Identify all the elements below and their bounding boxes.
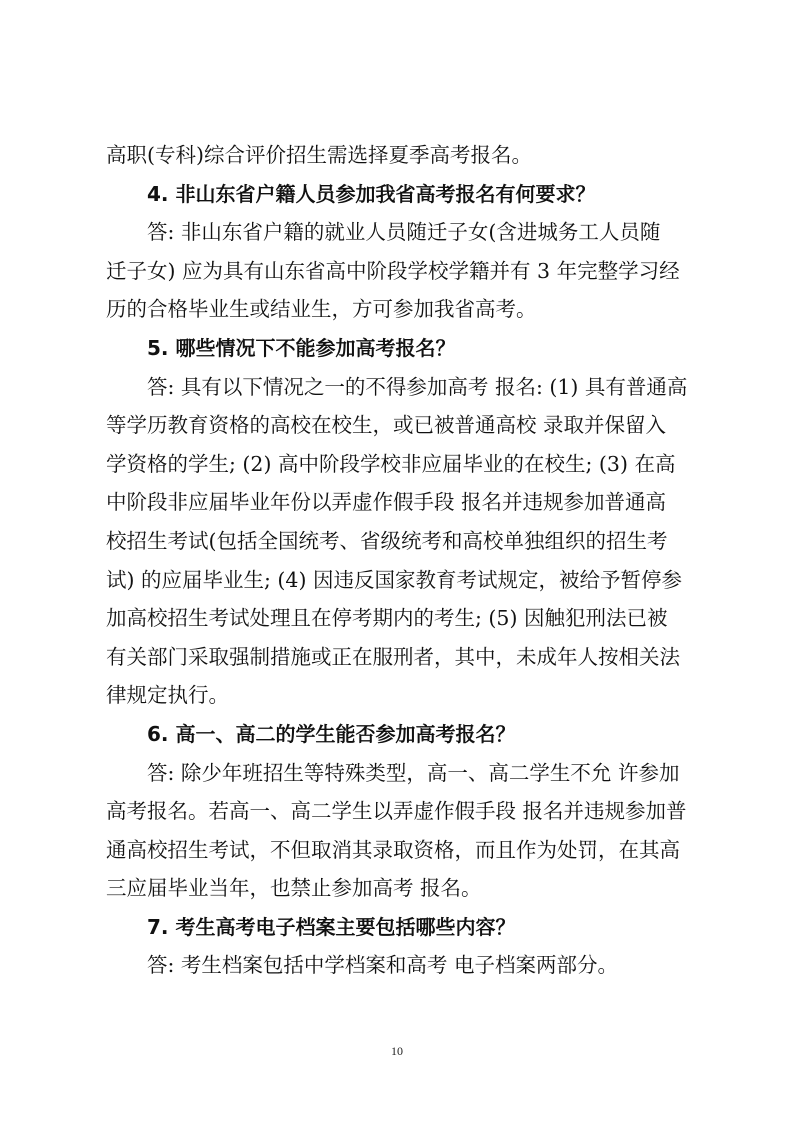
answer-line: 历的合格毕业生或结业生，方可参加我省高考。	[106, 297, 537, 322]
answer-line: 答: 具有以下情况之一的不得参加高考 报名: (1) 具有普通高	[147, 374, 688, 399]
answer-line: 等学历教育资格的高校在校生，或已被普通高校 录取并保留入	[106, 413, 667, 438]
question-heading-5: 5. 哪些情况下不能参加高考报名？	[147, 335, 456, 360]
answer-line: 律规定执行。	[106, 683, 229, 708]
answer-line: 答: 考生档案包括中学档案和高考 电子档案两部分。	[147, 953, 618, 978]
answer-line: 答: 除少年班招生等特殊类型，高一、高二学生不允 许参加	[147, 760, 680, 785]
answer-line: 高考报名。若高一、高二学生以弄虚作假手段 报名并违规参加普	[106, 799, 687, 824]
page-body	[106, 136, 694, 985]
answer-line: 加高校招生考试处理且在停考期内的考生; (5) 因触犯刑法已被	[106, 606, 668, 631]
answer-line: 答: 非山东省户籍的就业人员随迁子女(含进城务工人员随	[147, 220, 661, 245]
question-heading-7: 7. 考生高考电子档案主要包括哪些内容？	[147, 914, 516, 939]
page-number: 10	[391, 1044, 403, 1058]
answer-line: 有关部门采取强制措施或正在服刑者，其中，未成年人按相关法	[106, 644, 680, 669]
answer-line: 三应届毕业当年，也禁止参加高考 报名。	[106, 876, 482, 901]
paragraph-line: 高职(专科)综合评价招生需选择夏季高考报名。	[106, 143, 532, 167]
answer-line: 校招生考试(包括全国统考、省级统考和高校单独组织的招生考	[106, 528, 668, 553]
answer-line: 试) 的应届毕业生; (4) 因违反国家教育考试规定，被给予暂停参	[106, 567, 682, 592]
answer-line: 通高校招生考试，不但取消其录取资格，而且作为处罚，在其高	[106, 837, 680, 862]
question-heading-6: 6. 高一、高二的学生能否参加高考报名？	[147, 721, 516, 746]
answer-line: 学资格的学生; (2) 高中阶段学校非应届毕业的在校生; (3) 在高	[106, 451, 676, 476]
answer-line: 中阶段非应届毕业年份以弄虚作假手段 报名并违规参加普通高	[106, 490, 667, 515]
question-heading-4: 4. 非山东省户籍人员参加我省高考报名有何要求？	[147, 181, 596, 206]
answer-line: 迁子女) 应为具有山东省高中阶段学校学籍并有 3 年完整学习经	[106, 258, 680, 283]
